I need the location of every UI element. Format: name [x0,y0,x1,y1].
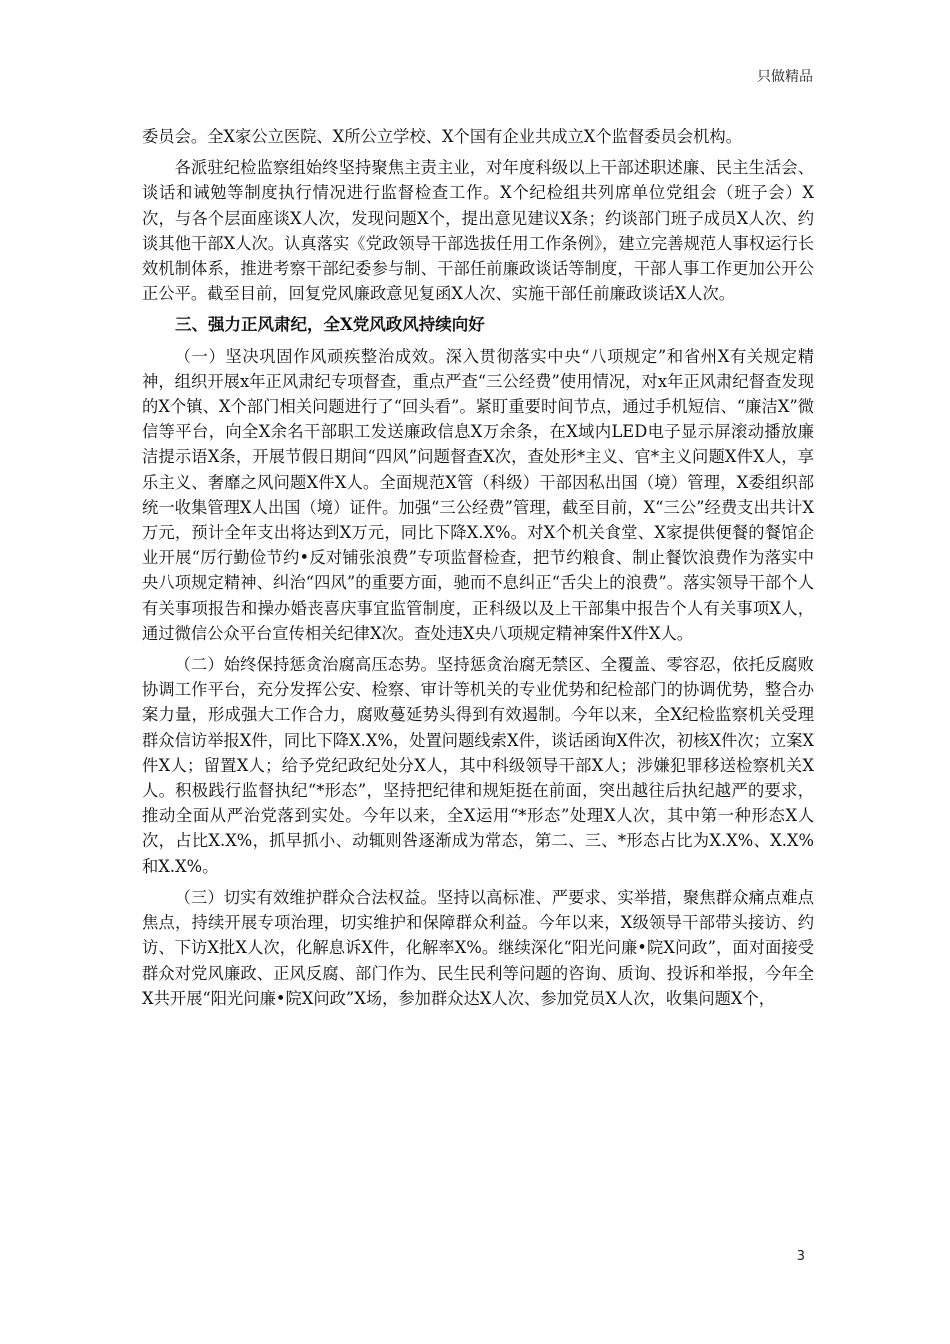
paragraph-public-rights: （三）切实有效维护群众合法权益。坚持以高标准、严要求、实举措，聚焦群众痛点难点焦点，持续开展专项治理，切实维护和保障群众利益。今年以来，X级领导干部带头接访、约访、下访X批X人次，化解息诉X件，化解率X%。继续深化“阳光问廉•院X问政”，面对面接受群众对党风廉政、正风反腐、部门作为、民生民利等问题的咨询、质询、投诉和举报，今年全X共开展“阳光问廉•院X问政”X场，参加群众达X人次、参加党员X人次，收集问题X个， [142,887,814,1008]
body-text [142,124,814,1017]
page-number: 3 [796,1249,805,1264]
paragraph-supervision-groups: 各派驻纪检监察组始终坚持聚焦主责主业，对年度科级以上干部述职述廉、民主生活会、谈话和诫勉等制度执行情况进行监督检查工作。X个纪检组共列席单位党组会（班子会）X次，与各个层面座谈X人次，发现问题X个，提出意见建议X条；约谈部门班子成员X人次、约谈其他干部X人次。认真落实《党政领导干部选拔任用工作条例》，建立完善规范人事权运行长效机制体系，推进考察干部纪委参与制、干部任前廉政谈话等制度，干部人事工作更加公开公正公平。截至目前，回复党风廉政意见复函X人次、实施干部任前廉政谈话X人次。 [142,158,814,304]
header-note: 只做精品 [757,69,813,85]
paragraph-style-rectification: （一）坚决巩固作风顽疾整治成效。深入贯彻落实中央“八项规定”和省州X有关规定精神，组织开展x年正风肃纪专项督查，重点严查“三公经费”使用情况，对x年正风肃纪督查发现的X个镇、X个部门相关问题进行了“回头看”。紧盯重要时间节点，通过手机短信、“廉洁X”微信等平台，向全X余名干部职工发送廉政信息X万余条，在X域内LED电子显示屏滚动播放廉洁提示语X条，开展节假日期间“四风”问题督查X次，查处形*主义、官*主义问题X件X人，享乐主义、奢靡之风问题X件X人。全面规范X管（科级）干部因私出国（境）管理，X委组织部统一收集管理X人出国（境）证件。加强“三公经费”管理，截至目前，X“三公”经费支出共计X万元，预计全年支出将达到X万元，同比下降X.X%。对X个机关食堂、X家提供便餐的餐馆企业开展“厉行勤俭节约•反对铺张浪费”专项监督检查，把节约粮食、制止餐饮浪费作为落实中央八项规定精神、纠治“四风”的重要方面，驰而不息纠正“舌尖上的浪费”。落实领导干部个人有关事项报告和操办婚丧喜庆事宜监管制度，正科级以及上干部集中报告个人有关事项X人，通过微信公众平台宣传相关纪律X次。查处违X央八项规定精神案件X件X人。 [142,346,814,643]
paragraph-anti-corruption: （二）始终保持惩贪治腐高压态势。坚持惩贪治腐无禁区、全覆盖、零容忍，依托反腐败协调工作平台，充分发挥公安、检察、审计等机关的专业优势和纪检部门的协调优势，整合办案力量，形成强大工作合力，腐败蔓延势头得到有效遏制。今年以来，全X纪检监察机关受理群众信访举报X件，同比下降X.X%，处置问题线索X件，谈话函询X件次，初核X件次；立案X件X人；留置X人；给予党纪政纪处分X人，其中科级领导干部X人；涉嫌犯罪移送检察机关X人。积极践行监督执纪“*形态”，坚持把纪律和规矩挺在前面，突出越往后执纪越严的要求，推动全面从严治党落到实处。今年以来，全X运用“*形态”处理X人次，其中第一种形态X人次，占比X.X%，抓早抓小、动辄则咎逐渐成为常态，第二、三、*形态占比为X.X%、X.X%和X.X%。 [142,655,814,876]
paragraph-continued: 委员会。全X家公立医院、X所公立学校、X个国有企业共成立X个监督委员会机构。 [142,127,742,146]
section-heading: 三、强力正风肃纪，全X党风政风持续向好 [175,315,485,335]
